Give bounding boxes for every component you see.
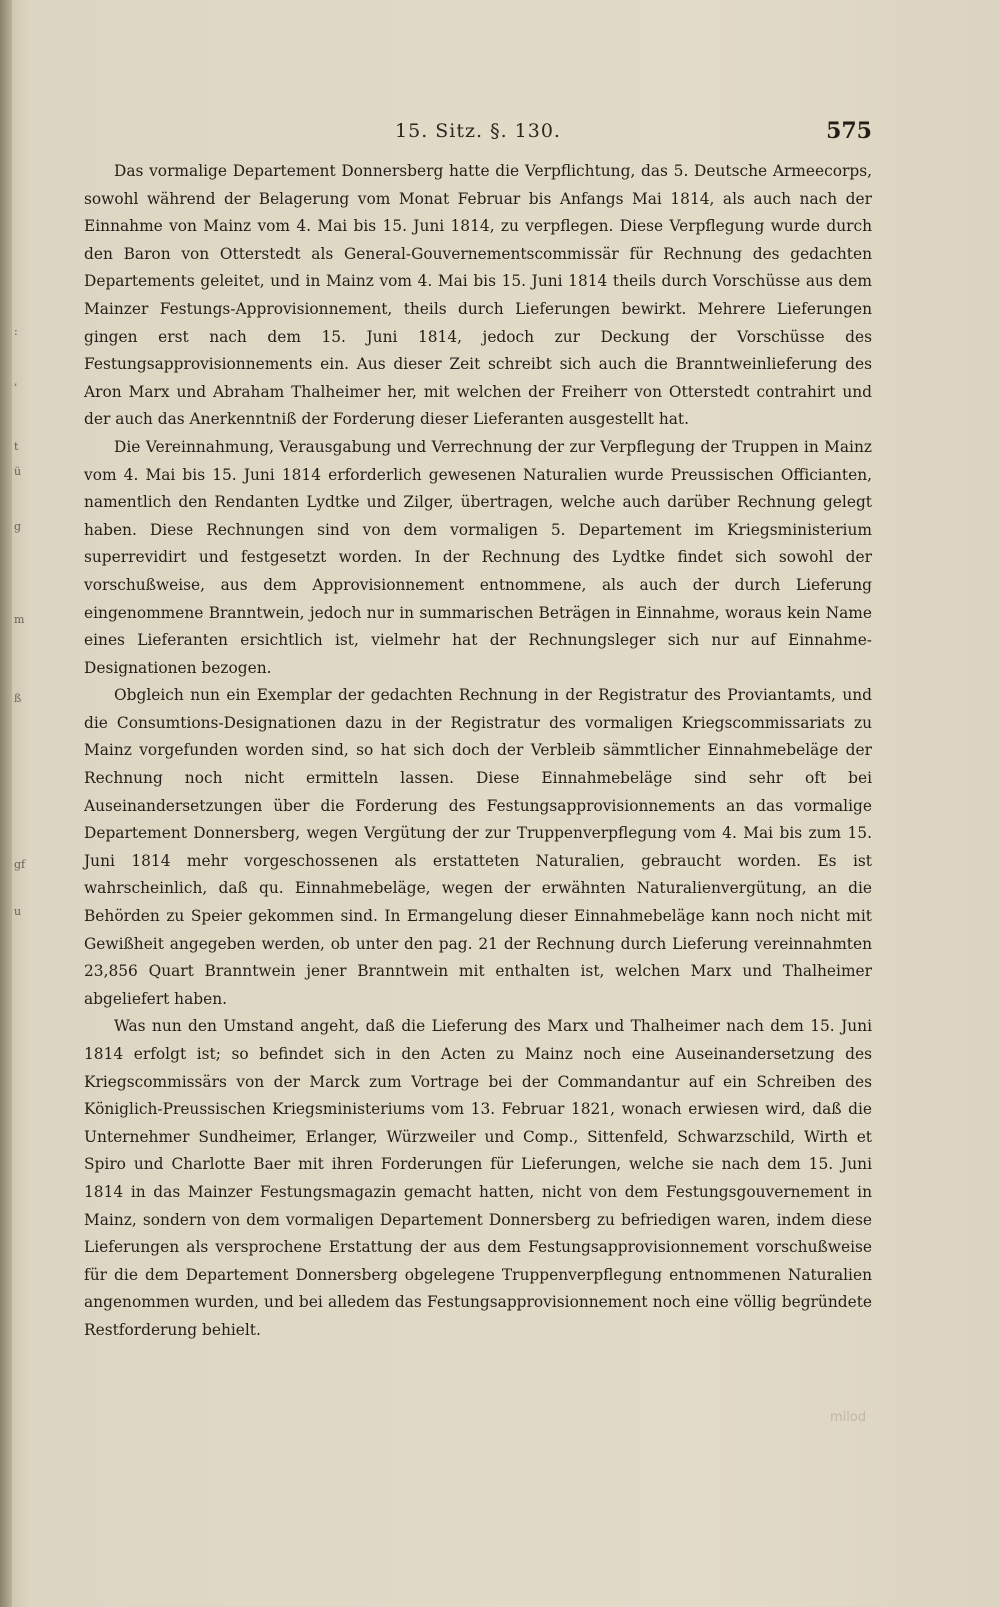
- paragraph: Obgleich nun ein Exemplar der gedachten Rechnung in der Registratur des Proviantamts, und die Consumtions-Designationen dazu in der Registratur des vormaligen Kriegscommissariats zu Mainz vorgefunden worden sind, so hat sich doch der Verbleib sämmtlicher Einnahmebeläge der Rechnung noch nicht ermitteln lassen. Diese Einnahmebeläge sind sehr oft bei Auseinandersetzungen über die Forderung des Festungsapprovisionnements an das vormalige Departement Donnersberg, wegen Vergütung der zur Truppenverpflegung vom 4. Mai bis zum 15. Juni 1814 mehr vorgeschossenen als erstatteten Naturalien, gebraucht worden. Es ist wahrscheinlich, daß qu. Einnahmebeläge, wegen der erwähnten Naturalienvergütung, an die Behörden zu Speier gekommen sind. In Ermangelung dieser Einnahmebeläge kann noch nicht mit Gewißheit angegeben werden, ob unter den pag. 21 der Rechnung durch Lieferung vereinnahmten 23,856 Quart Branntwein jener Branntwein mit enthalten ist, welchen Marx und Thalheimer abgeliefert haben.: [84, 686, 872, 1008]
- body-text: [84, 158, 872, 1345]
- paragraph: Das vormalige Departement Donnersberg hatte die Verpflichtung, das 5. Deutsche Armeecorps, sowohl während der Belagerung vom Monat Februar bis Anfangs Mai 1814, als auch nach der Einnahme von Mainz vom 4. Mai bis 15. Juni 1814, zu verpflegen. Diese Verpflegung wurde durch den Baron von Otterstedt als General-Gouvernementscommissär für Rechnung des gedachten Departements geleitet, und in Mainz vom 4. Mai bis 15. Juni 1814 theils durch Vorschüsse aus dem Mainzer Festungs-Approvisionnement, theils durch Lieferungen bewirkt. Mehrere Lieferungen gingen erst nach dem 15. Juni 1814, jedoch zur Deckung der Vorschüsse des Festungsapprovisionnements ein. Aus dieser Zeit schreibt sich auch die Branntweinlieferung des Aron Marx und Abraham Thalheimer her, mit welchen der Freiherr von Otterstedt contrahirt und der auch das Anerkenntniß der Forderung dieser Lieferanten ausgestellt hat.: [84, 162, 872, 429]
- margin-mark: ü: [14, 465, 22, 478]
- paragraph: Was nun den Umstand angeht, daß die Lieferung des Marx und Thalheimer nach dem 15. Juni 1814 erfolgt ist; so befindet sich in den Acten zu Mainz noch eine Auseinandersetzung des Kriegscommissärs von der Marck zum Vortrage bei der Commandantur auf ein Schreiben des Königlich-Preussischen Kriegsministeriums vom 13. Februar 1821, wonach erwiesen wird, daß die Unternehmer Sundheimer, Erlanger, Würzweiler und Comp., Sittenfeld, Schwarzschild, Wirth et Spiro und Charlotte Baer mit ihren Forderungen für Lieferungen, welche sie nach dem 15. Juni 1814 in das Mainzer Festungsmagazin gemacht hatten, nicht von dem Festungsgouvernement in Mainz, sondern von dem vormaligen Departement Donnersberg zu befriedigen waren, indem diese Lieferungen als versprochene Erstattung der aus dem Festungsapprovisionnement vorschußweise für die dem Departement Donnersberg obgelegene Truppenverpflegung entnommenen Naturalien angenommen wurden, und bei alledem das Festungsapprovisionnement noch eine völlig begründete Restforderung behielt.: [84, 1017, 872, 1339]
- margin-mark: ,: [14, 375, 18, 388]
- margin-mark: u: [14, 905, 22, 918]
- margin-mark: :: [14, 325, 18, 338]
- library-stamp: milod: [830, 1410, 867, 1425]
- margin-mark: t: [14, 440, 19, 453]
- margin-mark: g: [14, 520, 22, 533]
- paragraph: Die Vereinnahmung, Verausgabung und Verrechnung der zur Verpflegung der Truppen in Mainz vom 4. Mai bis 15. Juni 1814 erforderlich gewesenen Naturalien wurde Preussischen Officianten, namentlich den Rendanten Lydtke und Zilger, übertragen, welche auch darüber Rechnung gelegt haben. Diese Rechnungen sind von dem vormaligen 5. Departement im Kriegsministerium superrevidirt und festgesetzt worden. In der Rechnung des Lydtke findet sich sowohl der vorschußweise, aus dem Approvisionnement entnommene, als auch der durch Lieferung eingenommene Branntwein, jedoch nur in summarischen Beträgen in Einnahme, woraus kein Name eines Lieferanten ersichtlich ist, vielmehr hat der Rechnungsleger sich nur auf Einnahme-Designationen bezogen.: [84, 437, 872, 677]
- book-spine: [0, 0, 12, 1607]
- margin-mark: m: [14, 613, 25, 626]
- page-number: 575: [826, 118, 872, 144]
- running-head: 15. Sitz. §. 130.: [395, 120, 561, 142]
- margin-mark: gf: [14, 858, 26, 871]
- page-header: [84, 120, 872, 150]
- margin-mark: ß: [14, 692, 22, 705]
